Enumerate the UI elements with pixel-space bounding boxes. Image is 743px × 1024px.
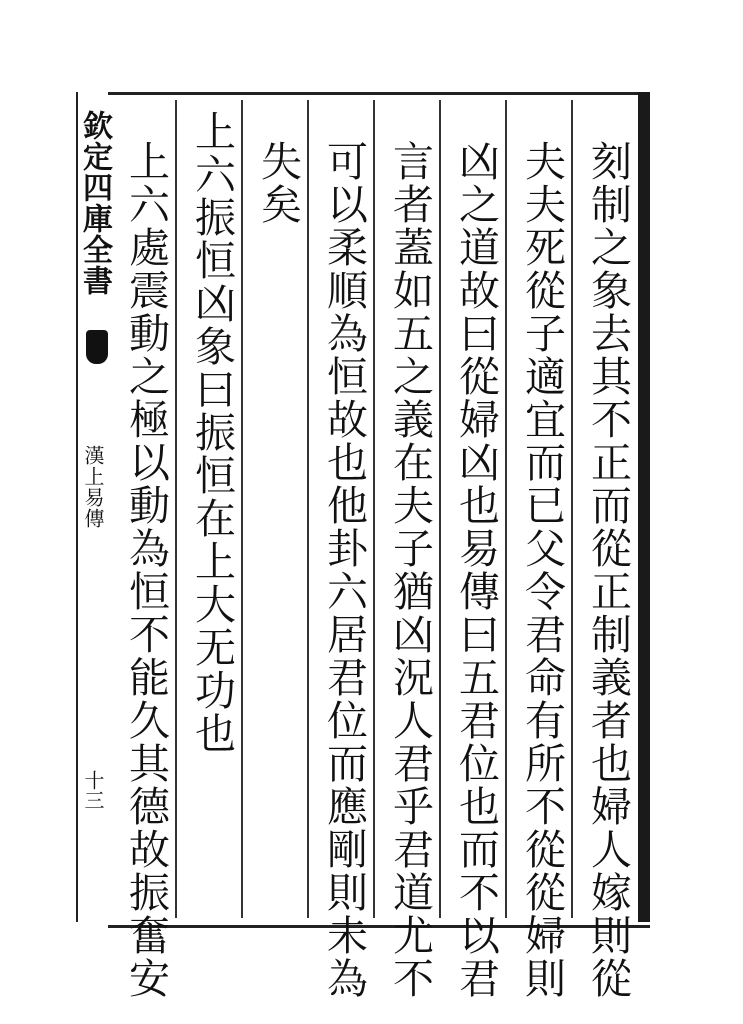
text-column-4: 言者蓋如五之義在夫子猶凶況人君乎君道尤不 — [386, 140, 434, 1000]
text-column-7: 上六振恒凶象曰振恒在上大无功也 — [188, 110, 236, 755]
frame-right-border — [638, 92, 650, 922]
column-divider — [571, 100, 573, 918]
margin-page-number: 十三 — [81, 770, 105, 810]
margin-book-title: 漢上易傳 — [81, 445, 105, 529]
text-column-1: 刻制之象去其不正而從正制義者也婦人嫁則從 — [584, 140, 632, 1000]
text-column-2: 夫夫死從子適宜而已父令君命有所不從從婦則 — [518, 140, 566, 1000]
column-divider — [307, 100, 309, 918]
text-column-8: 上六處震動之極以動為恒不能久其德故振奮安 — [122, 140, 170, 1000]
text-column-5: 可以柔順為恒故也他卦六居君位而應剛則未為 — [320, 140, 368, 1000]
margin-title: 欽定四庫全書 — [77, 110, 112, 296]
column-divider — [439, 100, 441, 918]
column-divider — [373, 100, 375, 918]
column-divider — [241, 100, 243, 918]
text-column-6: 失矣 — [254, 140, 302, 226]
fishtail-mark-icon — [86, 330, 108, 364]
text-column-3: 凶之道故曰從婦凶也易傳曰五君位也而不以君 — [452, 140, 500, 1000]
column-divider — [505, 100, 507, 918]
column-divider — [175, 100, 177, 918]
